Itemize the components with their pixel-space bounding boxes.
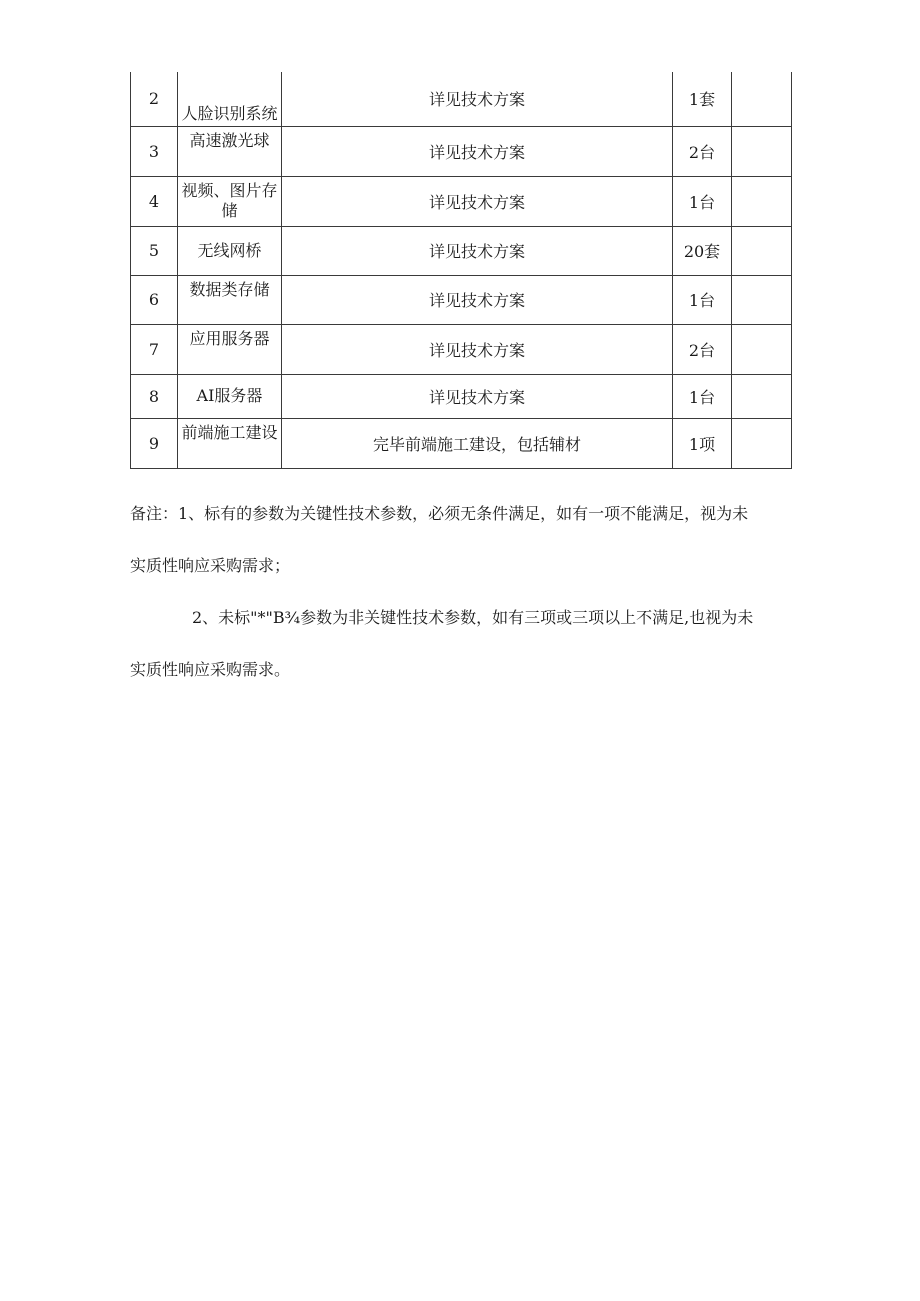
item-remark <box>732 126 792 176</box>
notes-section <box>130 488 792 696</box>
row-number: 4 <box>131 176 178 226</box>
note-2-line-2: 实质性响应采购需求。 <box>130 660 291 679</box>
table-row <box>131 126 792 176</box>
equipment-table <box>130 72 792 469</box>
table-row <box>131 374 792 418</box>
item-name: 应用服务器 <box>178 324 282 374</box>
item-remark <box>732 275 792 324</box>
table-row <box>131 72 792 126</box>
row-number: 9 <box>131 418 178 468</box>
item-parameters: 完毕前端施工建设，包括辅材 <box>282 418 673 468</box>
item-name: 前端施工建设 <box>178 418 282 468</box>
table-row <box>131 418 792 468</box>
item-quantity: 1套 <box>673 72 732 126</box>
item-quantity: 1台 <box>673 176 732 226</box>
row-number: 3 <box>131 126 178 176</box>
row-number: 2 <box>131 72 178 126</box>
item-name: 人脸识别系统 <box>178 72 282 126</box>
item-name: 数据类存储 <box>178 275 282 324</box>
row-number: 8 <box>131 374 178 418</box>
note-1-line-1: 备注：1、标有的参数为关键性技术参数，必须无条件满足，如有一项不能满足，视为未 <box>130 504 749 523</box>
row-number: 6 <box>131 275 178 324</box>
item-name: 无线网桥 <box>178 226 282 275</box>
table-row <box>131 324 792 374</box>
item-remark <box>732 176 792 226</box>
note-1-line-2: 实质性响应采购需求； <box>130 556 291 575</box>
item-parameters: 详见技术方案 <box>282 126 673 176</box>
item-parameters: 详见技术方案 <box>282 324 673 374</box>
table-row <box>131 275 792 324</box>
item-quantity: 1台 <box>673 374 732 418</box>
item-parameters: 详见技术方案 <box>282 275 673 324</box>
item-remark <box>732 374 792 418</box>
item-quantity: 2台 <box>673 126 732 176</box>
item-name: AI服务器 <box>178 374 282 418</box>
item-parameters: 详见技术方案 <box>282 72 673 126</box>
row-number: 5 <box>131 226 178 275</box>
item-parameters: 详见技术方案 <box>282 226 673 275</box>
item-quantity: 2台 <box>673 324 732 374</box>
item-name: 视频、图片存储 <box>178 176 282 226</box>
item-parameters: 详见技术方案 <box>282 176 673 226</box>
item-quantity: 1台 <box>673 275 732 324</box>
table-row <box>131 226 792 275</box>
item-remark <box>732 226 792 275</box>
table-row <box>131 176 792 226</box>
item-quantity: 1项 <box>673 418 732 468</box>
row-number: 7 <box>131 324 178 374</box>
note-2-line-1: 2、未标"*"B¾参数为非关键性技术参数，如有三项或三项以上不满足,也视为未 <box>192 608 754 627</box>
item-remark <box>732 418 792 468</box>
item-remark <box>732 72 792 126</box>
item-name: 高速激光球 <box>178 126 282 176</box>
item-parameters: 详见技术方案 <box>282 374 673 418</box>
item-remark <box>732 324 792 374</box>
item-quantity: 20套 <box>673 226 732 275</box>
